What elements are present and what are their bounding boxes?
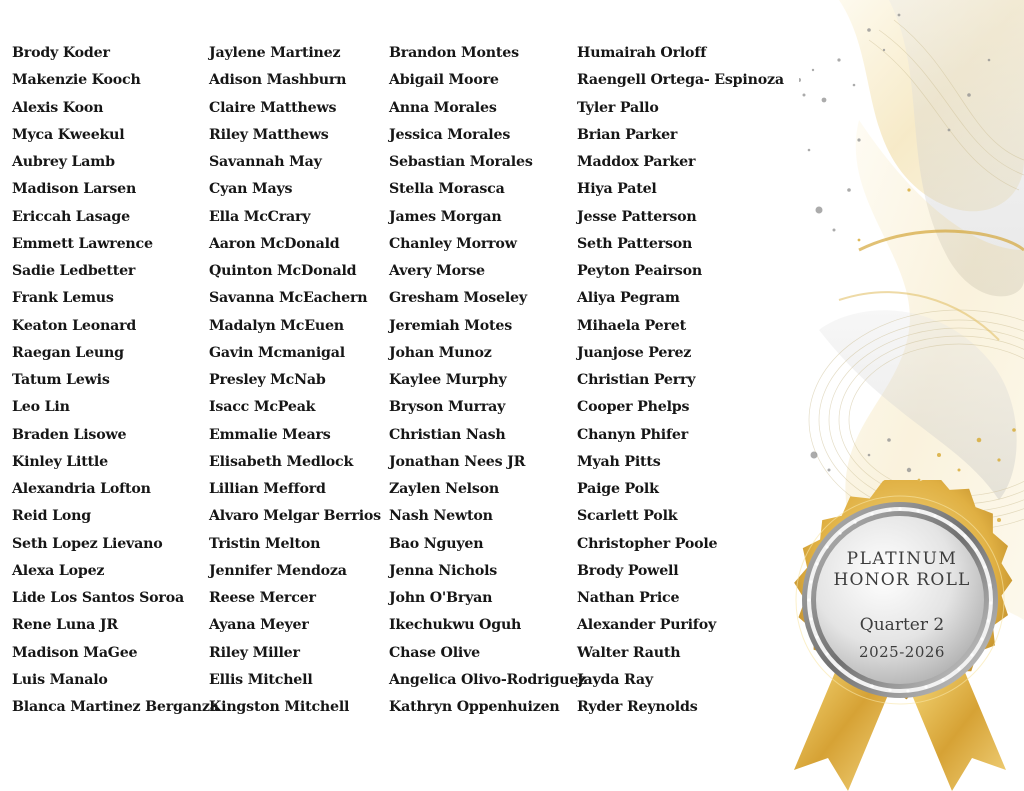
student-name: Angelica Olivo-Rodriguez: [389, 671, 587, 688]
student-name: Chanley Morrow: [389, 235, 517, 252]
student-name: Christian Perry: [577, 372, 696, 388]
student-name: Brody Powell: [577, 562, 679, 579]
student-name: Alexis Koon: [12, 99, 104, 116]
student-name: Raengell Ortega- Espinoza: [577, 72, 784, 89]
student-name: Nash Newton: [389, 508, 493, 525]
student-name: Ryder Reynolds: [577, 699, 698, 715]
student-name: Makenzie Kooch: [12, 72, 141, 89]
student-name: Brandon Montes: [389, 45, 519, 61]
student-name: Emmalie Mears: [209, 426, 331, 443]
student-name: Myah Pitts: [577, 453, 661, 470]
seal-school-year: 2025-2026: [859, 643, 945, 661]
name-column-4: [577, 43, 784, 724]
student-name: Madalyn McEuen: [209, 317, 344, 334]
student-name: Emmett Lawrence: [12, 235, 153, 252]
student-name: Riley Matthews: [209, 126, 329, 143]
student-name: Alvaro Melgar Berrios: [209, 508, 381, 525]
student-name: Blanca Martinez Berganza: [12, 699, 219, 715]
student-name: Jenna Nichols: [389, 562, 498, 579]
student-name: Lide Los Santos Soroa: [12, 590, 184, 606]
student-name: Aubrey Lamb: [12, 154, 115, 170]
student-name: Reese Mercer: [209, 590, 316, 606]
student-name: Tristin Melton: [209, 535, 321, 552]
student-name: Jonathan Nees JR: [389, 453, 526, 470]
student-name: Chase Olive: [389, 644, 480, 661]
student-name: Tatum Lewis: [12, 372, 110, 388]
student-name: Ellis Mitchell: [209, 671, 313, 688]
student-name: Kinley Little: [12, 453, 108, 470]
student-name: Quinton McDonald: [209, 263, 357, 279]
student-name: Christopher Poole: [577, 535, 718, 552]
student-name: Jennifer Mendoza: [209, 562, 347, 579]
student-name: Jesse Patterson: [577, 208, 697, 225]
student-name: James Morgan: [389, 208, 502, 225]
student-name: Gavin Mcmanigal: [209, 344, 345, 361]
student-name: Jaylene Martinez: [209, 45, 341, 61]
student-name: Myca Kweekul: [12, 126, 125, 143]
student-name: Riley Miller: [209, 644, 300, 661]
student-name: Ella McCrary: [209, 208, 311, 225]
student-name: Alexa Lopez: [12, 562, 105, 579]
student-name: Claire Matthews: [209, 99, 337, 116]
student-name: Kathryn Oppenhuizen: [389, 699, 560, 715]
student-name: Mihaela Peret: [577, 317, 686, 334]
student-name: Savannah May: [209, 154, 322, 170]
student-name: Hiya Patel: [577, 181, 657, 198]
student-name: Reid Long: [12, 508, 91, 525]
student-name: Ayana Meyer: [209, 617, 309, 634]
student-name: Zaylen Nelson: [389, 481, 500, 497]
student-name: Keaton Leonard: [12, 317, 137, 334]
seal-title-line2: HONOR ROLL: [833, 570, 971, 590]
student-name: Peyton Peairson: [577, 263, 702, 279]
student-name: Chanyn Phifer: [577, 426, 688, 443]
name-column-1: [12, 43, 219, 724]
student-name: Braden Lisowe: [12, 426, 127, 443]
student-name: John O'Bryan: [389, 590, 493, 606]
student-name: Brian Parker: [577, 126, 678, 143]
student-name: Abigail Moore: [389, 72, 499, 89]
student-name: Seth Lopez Lievano: [12, 535, 163, 552]
student-name: Walter Rauth: [577, 644, 681, 661]
student-name: Nathan Price: [577, 590, 680, 606]
student-name: Luis Manalo: [12, 671, 108, 688]
student-name: Alexander Purifoy: [577, 617, 717, 634]
student-name: Jayda Ray: [577, 671, 653, 688]
student-name: Tyler Pallo: [577, 99, 659, 116]
student-name: Aaron McDonald: [209, 235, 340, 252]
student-name: Maddox Parker: [577, 154, 696, 170]
student-name: Paige Polk: [577, 481, 659, 497]
student-name: Stella Morasca: [389, 181, 505, 198]
student-name: Alexandria Lofton: [12, 481, 151, 497]
student-name: Madison MaGee: [12, 644, 138, 661]
student-name: Juanjose Perez: [577, 344, 692, 361]
student-name: Jeremiah Motes: [389, 317, 513, 334]
student-name: Bryson Murray: [389, 399, 506, 416]
student-name: Kaylee Murphy: [389, 372, 507, 388]
student-name: Cooper Phelps: [577, 399, 690, 416]
name-column-3: [389, 43, 586, 724]
student-name: Sadie Ledbetter: [12, 263, 136, 279]
student-name: Aliya Pegram: [577, 290, 680, 307]
platinum-seal-icon: [776, 480, 1024, 791]
seal-title-line1: PLATINUM: [846, 549, 958, 569]
student-name: Raegan Leung: [12, 344, 124, 361]
student-name: Presley McNab: [209, 372, 326, 388]
student-name: Gresham Moseley: [389, 290, 527, 307]
student-name: Brody Koder: [12, 45, 110, 61]
student-name: Elisabeth Medlock: [209, 453, 354, 470]
student-name: Ericcah Lasage: [12, 208, 130, 225]
student-name: Madison Larsen: [12, 181, 137, 198]
student-name: Rene Luna JR: [12, 617, 118, 634]
student-name: Christian Nash: [389, 426, 506, 443]
seal-quarter: Quarter 2: [859, 615, 945, 635]
student-name: Seth Patterson: [577, 235, 693, 252]
student-name: Johan Munoz: [389, 344, 492, 361]
student-name: Savanna McEachern: [209, 290, 368, 307]
student-name: Jessica Morales: [389, 126, 511, 143]
student-name: Anna Morales: [389, 99, 497, 116]
student-name: Lillian Mefford: [209, 481, 326, 497]
student-name: Sebastian Morales: [389, 154, 533, 170]
student-name: Cyan Mays: [209, 181, 293, 198]
student-name: Isacc McPeak: [209, 399, 316, 416]
student-name: Avery Morse: [389, 263, 485, 279]
student-name: Ikechukwu Oguh: [389, 617, 522, 634]
student-name: Scarlett Polk: [577, 508, 678, 525]
name-column-2: [209, 43, 381, 724]
student-name: Kingston Mitchell: [209, 699, 350, 715]
student-name: Bao Nguyen: [389, 535, 484, 552]
student-name: Leo Lin: [12, 399, 70, 416]
student-name: Humairah Orloff: [577, 45, 707, 61]
student-name: Adison Mashburn: [209, 72, 347, 89]
student-name: Frank Lemus: [12, 290, 114, 307]
